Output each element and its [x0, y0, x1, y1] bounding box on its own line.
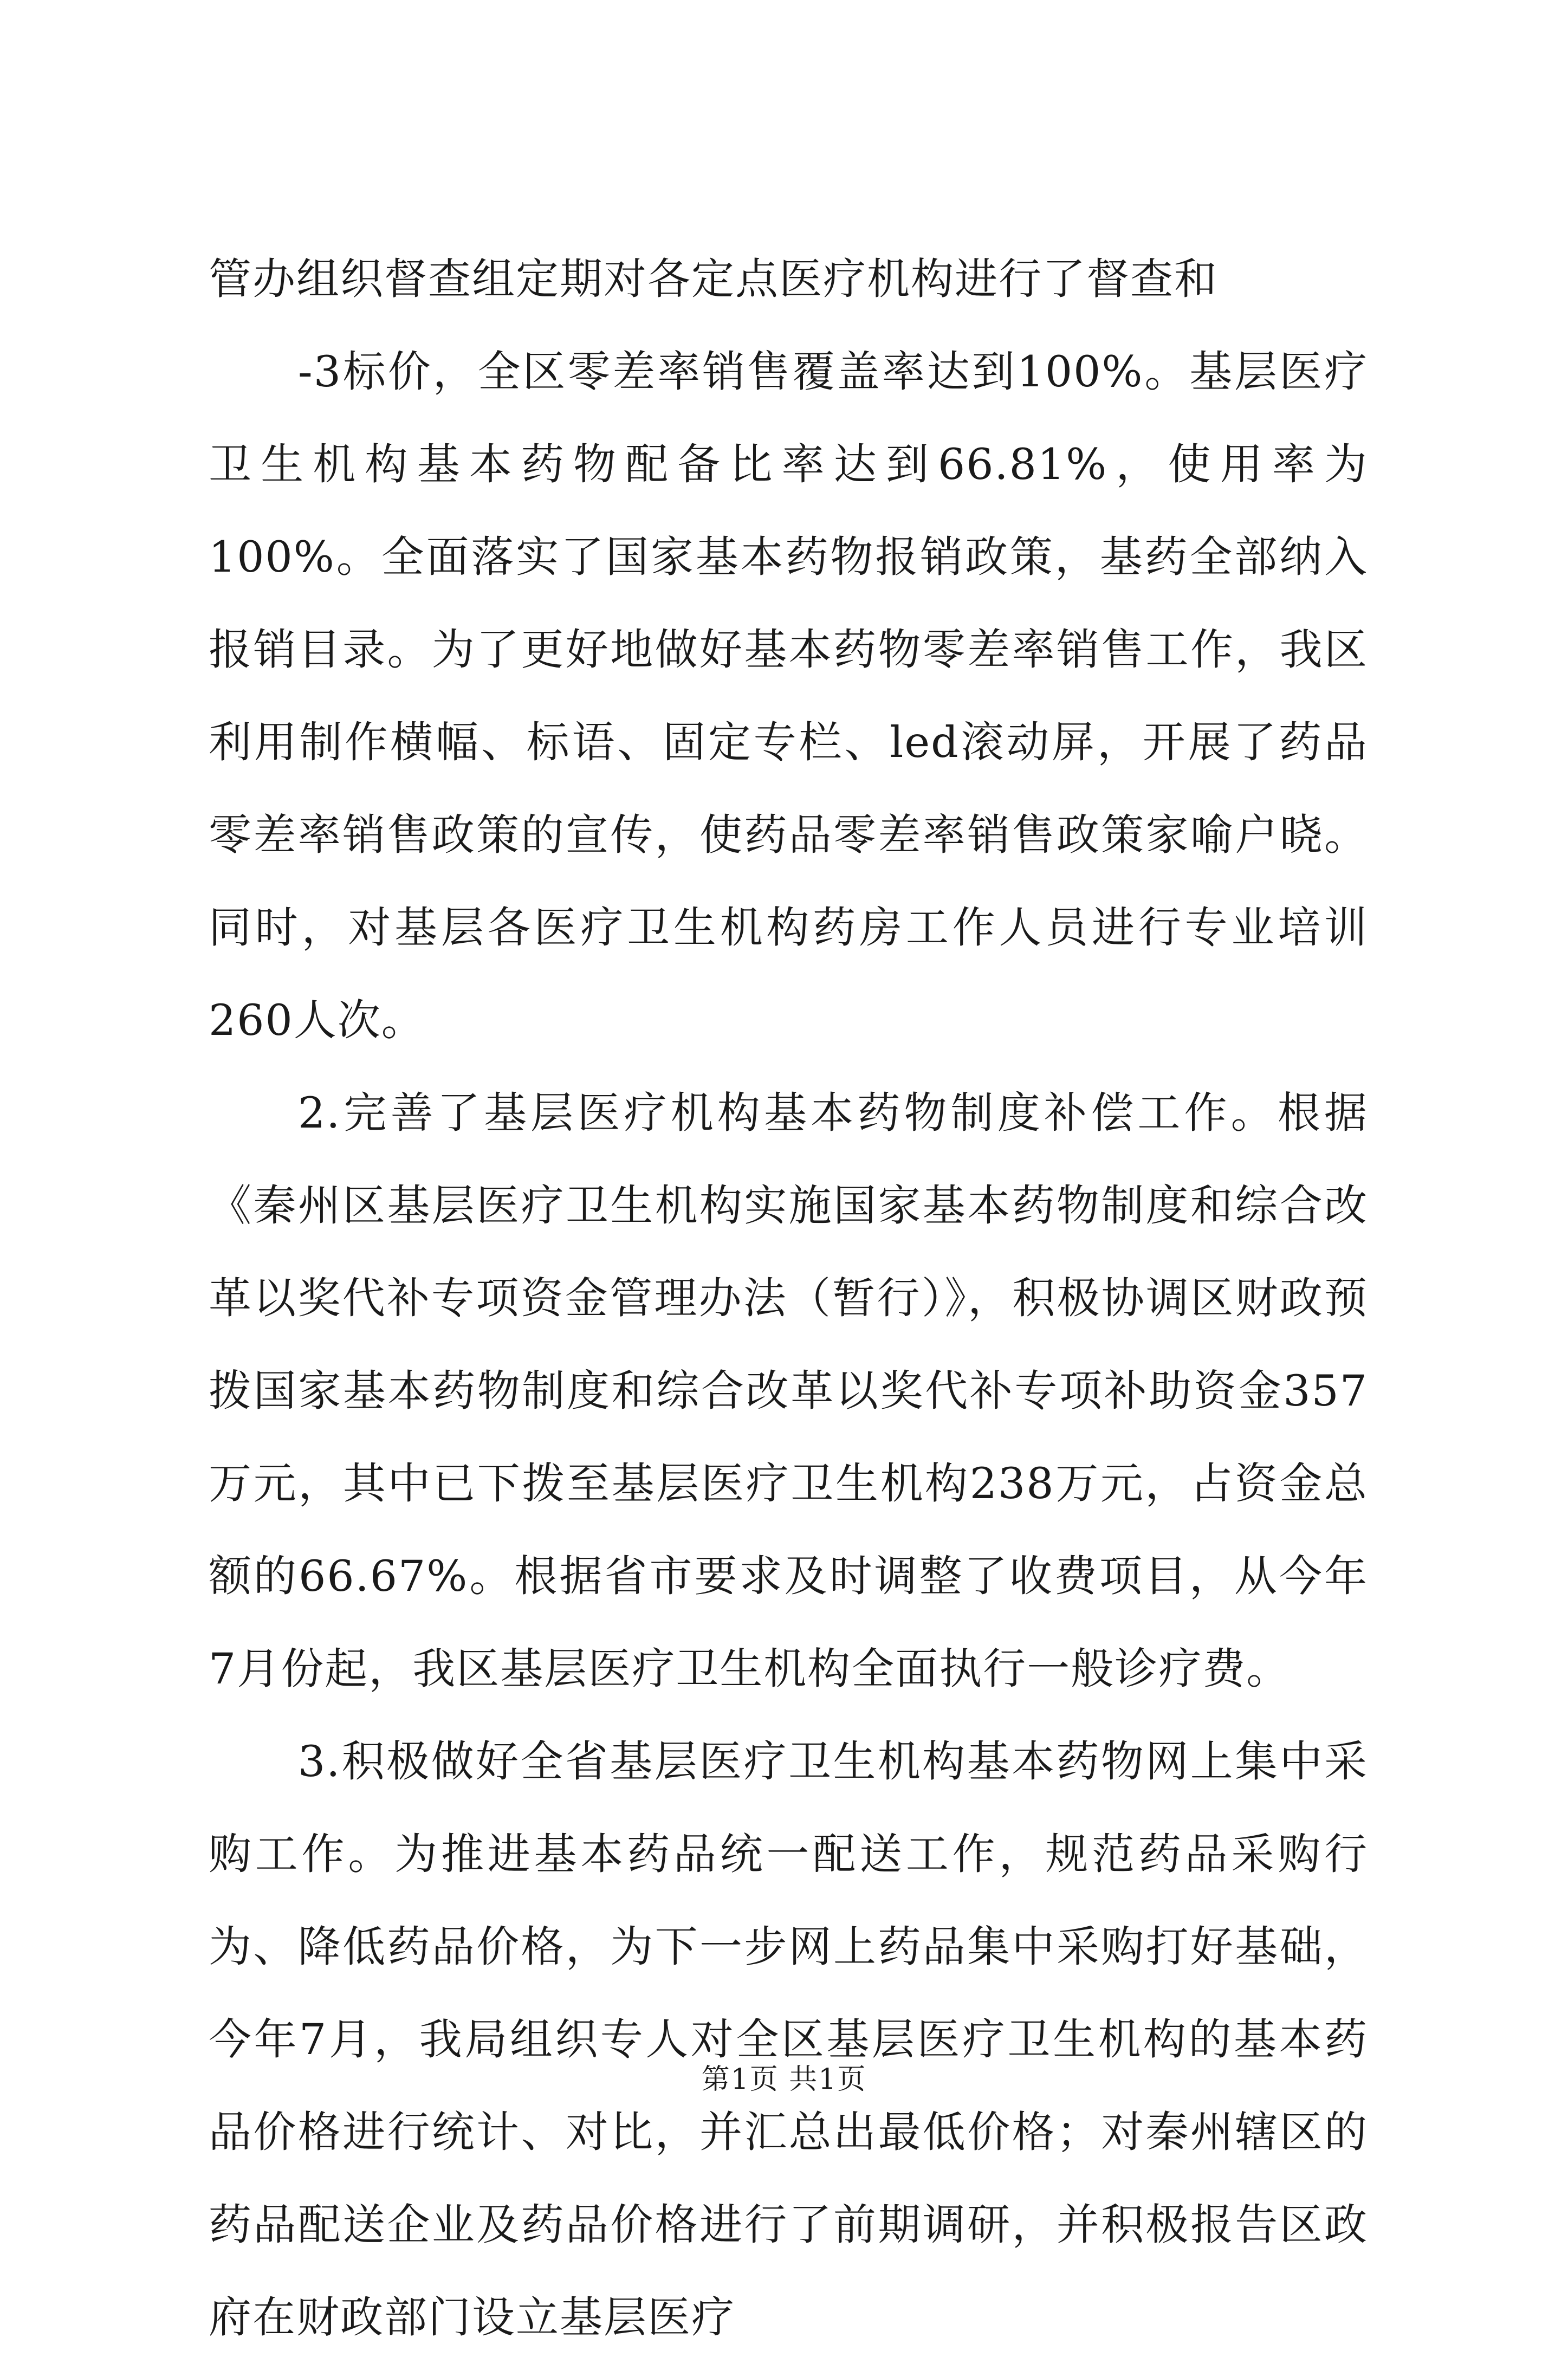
paragraph-drug-pricing: -3标价，全区零差率销售覆盖率达到100%。基层医疗卫生机构基本药物配备比率达到66.81%，使用率为100%。全面落实了国家基本药物报销政策，基药全部纳入报销目录。为了更好地做好基本药物零差率销售工作，我区利用制作横幅、标语、固定专栏、led滚动屏，开展了药品零差率销售政策的宣传，使药品零差率销售政策家喻户晓。同时，对基层各医疗卫生机构药房工作人员进行专业培训260人次。: [209, 347, 1368, 1045]
document-body: [209, 233, 1368, 2364]
paragraph-continued: 管办组织督查组定期对各定点医疗机构进行了督查和: [209, 254, 1218, 304]
paragraph-procurement: 3.积极做好全省基层医疗卫生机构基本药物网上集中采购工作。为推进基本药品统一配送工作，规范药品采购行为、降低药品价格，为下一步网上药品集中采购打好基础，今年7月，我局组织专人对全区基层医疗卫生机构的基本药品价格进行统计、对比，并汇总出最低价格；对秦州辖区的药品配送企业及药品价格进行了前期调研，并积极报告区政府在财政部门设立基层医疗: [209, 1737, 1368, 2342]
paragraph-compensation: 2.完善了基层医疗机构基本药物制度补偿工作。根据《秦州区基层医疗卫生机构实施国家基本药物制度和综合改革以奖代补专项资金管理办法（暂行）》，积极协调区财政预拨国家基本药物制度和综合改革以奖代补专项补助资金357万元，其中已下拨至基层医疗卫生机构238万元，占资金总额的66.67%。根据省市要求及时调整了收费项目，从今年7月份起，我区基层医疗卫生机构全面执行一般诊疗费。: [209, 1088, 1368, 1694]
page-footer: 第1页 共1页: [701, 2063, 867, 2096]
